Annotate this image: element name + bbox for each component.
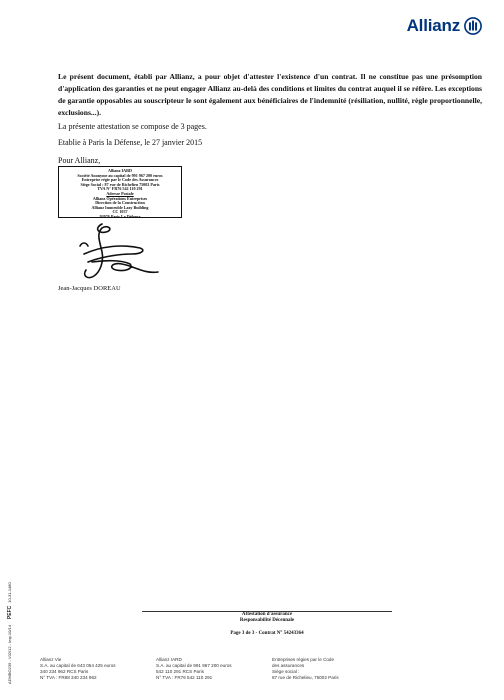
- pefc-sidebar: [6, 582, 20, 684]
- entity-allianz-iard: [156, 657, 232, 681]
- entity-line: N° TVA : FR76 542 110 291: [156, 675, 213, 680]
- signer-name: Jean-Jacques DOREAU: [58, 285, 121, 292]
- attestation-title: [142, 612, 392, 624]
- entity-registration: [272, 657, 339, 681]
- entity-line: 542 110 291 RCS Paris: [156, 669, 204, 674]
- entity-line: S.A. au capital de 991 967 200 euros: [156, 663, 232, 668]
- entity-line: 340 234 962 RCS Paris: [40, 669, 89, 674]
- established-line: Etablie à Paris la Défense, le 27 janvier 2015: [58, 138, 203, 147]
- page-info: Page 3 de 3 - Contrat N° 54243364: [230, 631, 304, 636]
- legal-notice: Le présent document, établi par Allianz, a pour objet d'attester l'existence d'un contrat. Il ne constitue pas une présomption d'application des garanties et ne peut engager Allianz au-delà des conditions et limites du contrat auquel il se réfère. Les exceptions de garantie opposables au souscripteur le sont également aux bénéficiaires de l'indemnité (résiliation, nullité, règle proportionnelle, exclusions...).: [58, 72, 482, 117]
- attestation-heading: Attestation d'assurance: [241, 612, 293, 617]
- stamp-line: Entreprise régie par le Code des Assurances: [81, 177, 159, 183]
- entity-line: 87 rue de Richelieu, 75002 Paris: [272, 675, 339, 680]
- entity-line: N° TVA : FR88 340 234 962: [40, 675, 97, 680]
- allianz-emblem-icon: [464, 17, 482, 35]
- logo-text: Allianz: [406, 16, 460, 35]
- stamp-line: Allianz Immeuble Lazy Building: [91, 204, 149, 210]
- entity-line: Allianz Vie: [40, 657, 62, 662]
- stamp-line: Allianz Opérations Entreprises: [92, 195, 148, 201]
- entity-line: S.A. au capital de 643 054 425 euros: [40, 663, 116, 668]
- allianz-logo: [407, 16, 482, 36]
- entity-line: des assurances: [272, 663, 305, 668]
- pages-count-line: La présente attestation se compose de 3 pages.: [58, 122, 207, 131]
- company-stamp: [58, 166, 182, 218]
- stamp-line: Siège Social : 87 rue de Richelieu 75002 Paris: [80, 181, 160, 187]
- stamp-line: TVA N° FR76 542 110 291: [97, 186, 143, 192]
- stamp-line: Société Anonyme au capital de 991 967 200 euros: [77, 172, 163, 178]
- for-allianz-line: Pour Allianz,: [58, 156, 101, 165]
- stamp-line: Adresse Postale: [106, 190, 134, 196]
- print-reference: ADMBO239 - V02/12 - Imp.10/14: [7, 625, 12, 684]
- entity-line: Allianz IARD: [156, 657, 182, 662]
- stamp-line: Allianz IARD: [108, 168, 132, 173]
- handwritten-signature: [72, 220, 162, 282]
- stamp-line: Direction de la Construction: [95, 200, 145, 206]
- entity-allianz-vie: [40, 657, 116, 681]
- stamp-line: CC 1037: [112, 209, 128, 215]
- entity-line: Entreprises régies par le Code: [272, 657, 335, 662]
- stamp-line: 92076 Paris La Défense: [99, 213, 141, 219]
- entity-line: Siège social :: [272, 669, 300, 674]
- pefc-mark: PEFC: [6, 605, 13, 620]
- attestation-subtitle: Responsabilité Décennale: [239, 618, 295, 623]
- pefc-code: 10-31-1480: [7, 582, 12, 603]
